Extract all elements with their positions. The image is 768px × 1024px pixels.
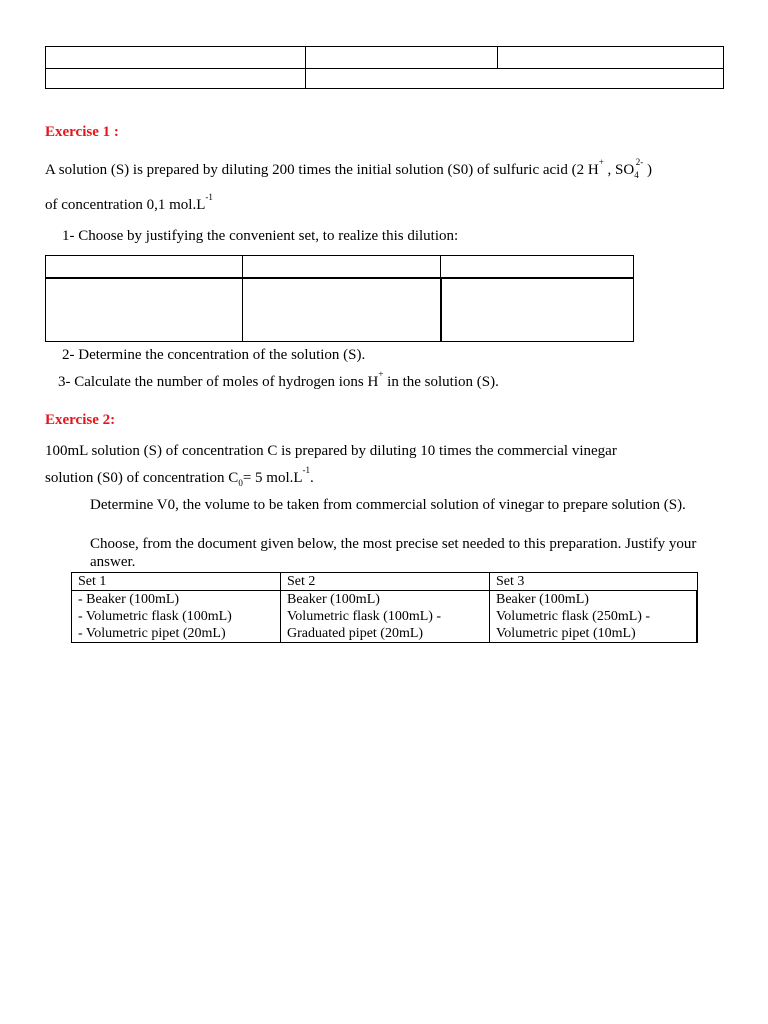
concentration-exponent: -1: [302, 465, 311, 475]
header-cell: [498, 47, 724, 69]
header-cell: [46, 69, 306, 89]
exercise-2-line-2: [45, 465, 314, 488]
c0-subscript: 0: [238, 478, 243, 488]
exercise-1-heading: Exercise 1 :: [45, 124, 119, 140]
answer-cell: [243, 278, 441, 342]
intro-so: , SO: [603, 162, 635, 178]
exercise-1-intro: [45, 157, 652, 180]
answer-cell: [441, 256, 634, 278]
header-cell: [306, 69, 724, 89]
set-item: - Beaker (100mL): [78, 592, 180, 607]
exercise-1-concentration: [45, 192, 213, 215]
set-item: Volumetric flask (100mL) -: [287, 609, 442, 624]
set-item: Volumetric pipet (10mL): [496, 626, 636, 641]
question-3-text: 3- Calculate the number of moles of hydrogen ions H: [58, 374, 379, 390]
set-3-header: Set 3: [490, 573, 698, 591]
concentration-text: of concentration 0,1 mol.L: [45, 197, 206, 213]
exercise-2-line-1: 100mL solution (S) of concentration C is prepared by diluting 10 times the commercial vinegar: [45, 443, 617, 459]
exercise-1-question-2: 2- Determine the concentration of the solution (S).: [62, 347, 366, 363]
set-item: Graduated pipet (20mL): [287, 626, 424, 641]
set-item: - Volumetric pipet (20mL): [78, 626, 226, 641]
sets-table: [71, 572, 698, 643]
answer-cell: [441, 278, 634, 342]
line-2-value: = 5 mol.L: [242, 470, 303, 486]
exercise-2-heading: Exercise 2:: [45, 412, 116, 428]
header-cell: [46, 47, 306, 69]
set-item: Beaker (100mL): [496, 592, 589, 607]
line-2-period: .: [310, 470, 314, 486]
set-item: Beaker (100mL): [287, 592, 380, 607]
intro-text: A solution (S) is prepared by diluting 200 times the initial solution (S0) of sulfuric acid (2 H: [45, 162, 599, 178]
question-3-end: in the solution (S).: [383, 374, 499, 390]
exercise-1-question-3: [58, 369, 499, 392]
set-2-header: Set 2: [281, 573, 490, 591]
set-1-items: [72, 591, 281, 643]
exercise-2-item-1: Determine V0, the volume to be taken from commercial solution of vinegar to prepare solution (S).: [90, 497, 686, 513]
concentration-exponent: -1: [205, 192, 213, 202]
exercise-1-question-1: 1- Choose by justifying the convenient set, to realize this dilution:: [62, 228, 459, 244]
answer-cell: [46, 278, 243, 342]
set-2-items: [281, 591, 490, 643]
exercise-2-item-2: Choose, from the document given below, the most precise set needed to this preparation. Justify your answer.: [90, 536, 697, 570]
so4-subscript: 4: [634, 170, 639, 180]
header-cell: [306, 47, 498, 69]
h-plus-charge: +: [378, 369, 384, 379]
set-item: - Volumetric flask (100mL): [78, 609, 232, 624]
header-table: [45, 46, 724, 89]
line-2-text: solution (S0) of concentration C: [45, 470, 239, 486]
h-plus-charge: +: [598, 157, 604, 167]
intro-close: ): [643, 162, 652, 178]
set-3-items: [490, 591, 698, 643]
answer-cell: [46, 256, 243, 278]
so4-charge: 2-: [635, 157, 644, 167]
answer-cell: [243, 256, 441, 278]
set-1-header: Set 1: [72, 573, 281, 591]
answer-table: [45, 255, 634, 342]
set-item: Volumetric flask (250mL) -: [496, 609, 651, 624]
